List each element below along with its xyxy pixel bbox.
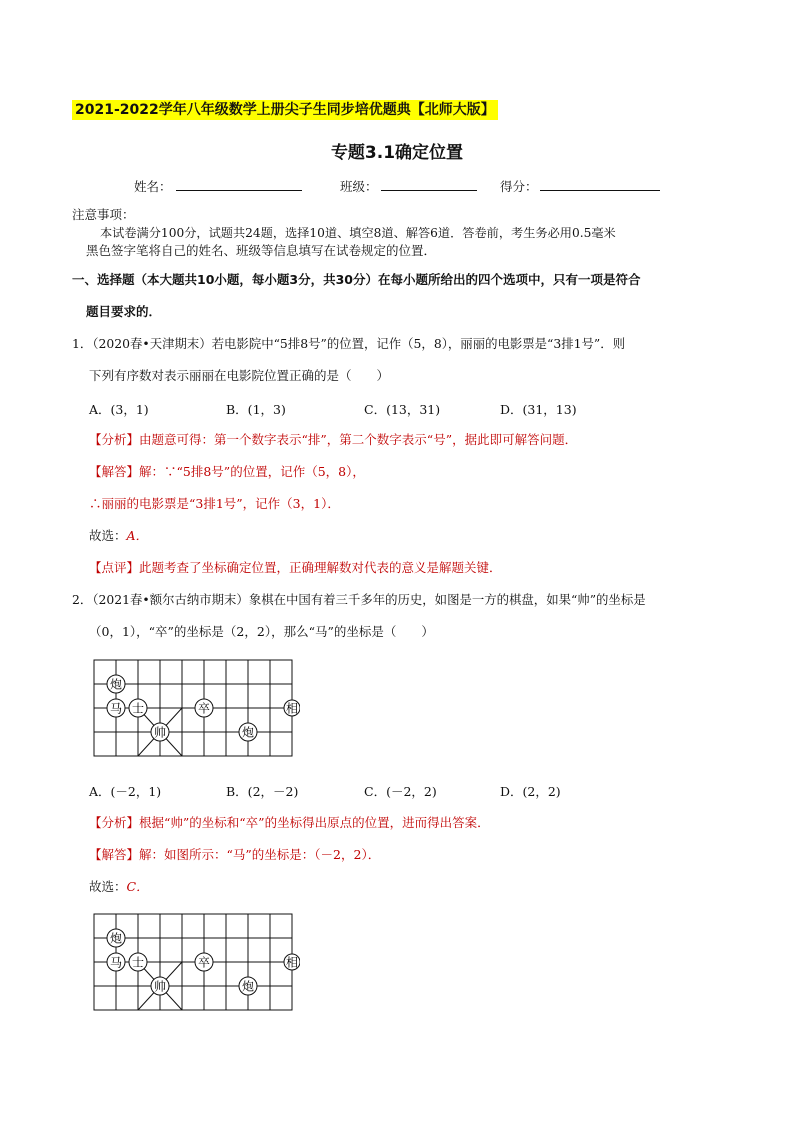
svg-text:相: 相	[285, 701, 299, 716]
q1-choose	[89, 528, 148, 544]
chess-board-question	[90, 658, 300, 764]
svg-text:帅: 帅	[153, 979, 167, 994]
piece-zu	[195, 953, 213, 971]
q1-stem-line-1: 1．（2020春•天津期末）若电影院中“5排8号”的位置，记作（5，8），丽丽的电影票是“3排1号”．则	[72, 336, 626, 351]
q2-option-d[interactable]: D．(2，2)	[500, 784, 561, 799]
q1-solution	[89, 464, 365, 480]
piece-shi	[129, 699, 147, 717]
piece-pao-2	[239, 723, 257, 741]
svg-text:士: 士	[131, 701, 145, 716]
piece-xiang	[284, 700, 300, 716]
q2-option-b[interactable]: B．(2，－2)	[226, 784, 299, 799]
section-heading-line-1: 一、选择题（本大题共10小题，每小题3分，共30分）在每小题所给出的四个选项中，只有一项是符合	[72, 272, 641, 287]
section-heading-line-2: 题目要求的．	[86, 304, 162, 319]
q1-comment-text: 此题考查了坐标确定位置，正确理解数对代表的意义是解题关键．	[139, 560, 502, 575]
q2-choose-prefix: 故选：	[89, 879, 127, 894]
piece-pao-2	[239, 977, 257, 995]
page-title: 专题3.1确定位置	[330, 143, 464, 163]
q2-analysis-text: 根据“帅”的坐标和“卒”的坐标得出原点的位置，进而得出答案．	[139, 815, 490, 830]
name-field[interactable]	[176, 190, 302, 191]
q2-solution	[89, 847, 380, 863]
piece-ma	[107, 699, 125, 717]
q1-therefore: ∴丽丽的电影票是“3排1号”，记作（3，1）．	[89, 496, 340, 511]
q1-choose-prefix: 故选：	[89, 528, 127, 543]
svg-text:卒: 卒	[197, 955, 211, 970]
q1-solution-text: 解：∵“5排8号”的位置，记作（5，8），	[139, 464, 365, 479]
series-title: 2021-2022学年八年级数学上册尖子生同步培优题典【北师大版】	[72, 100, 498, 120]
q1-option-b[interactable]: B．(1，3)	[226, 402, 286, 417]
svg-text:马: 马	[109, 955, 123, 970]
q1-option-d[interactable]: D．(31，13)	[500, 402, 577, 417]
q1-comment	[89, 560, 502, 576]
score-field[interactable]	[540, 190, 660, 191]
svg-text:炮: 炮	[241, 979, 255, 994]
q1-option-c[interactable]: C．(13，31)	[364, 402, 441, 417]
piece-shuai	[151, 723, 169, 741]
q2-solution-text: 解：如图所示：“马”的坐标是：（－2，2）．	[139, 847, 381, 862]
piece-xiang	[284, 954, 300, 970]
q1-comment-tag: 【点评】	[89, 560, 140, 575]
q1-analysis-text: 由题意可得：第一个数字表示“排”，第二个数字表示“号”，据此即可解答问题．	[139, 432, 578, 447]
q2-option-c[interactable]: C．(－2，2)	[364, 784, 437, 799]
q2-stem-line-1: 2．（2021春•额尔古纳市期末）象棋在中国有着三千多年的历史，如图是一方的棋盘，如果“帅”的坐标是	[72, 592, 646, 607]
class-field[interactable]	[381, 190, 477, 191]
svg-text:炮: 炮	[109, 931, 123, 946]
svg-text:炮: 炮	[109, 677, 123, 692]
class-label: 班级：	[340, 179, 378, 194]
svg-text:马: 马	[109, 701, 123, 716]
piece-pao-1	[107, 675, 125, 693]
q1-choose-answer: A．	[126, 528, 149, 543]
q2-choose	[89, 879, 149, 895]
notes-line-1: 本试卷满分100分，试题共24题，选择10道、填空8道、解答6道．答卷前，考生务必用0.5毫米	[100, 226, 616, 240]
q2-analysis	[89, 815, 490, 831]
q1-analysis	[89, 432, 577, 448]
svg-text:士: 士	[131, 955, 145, 970]
q1-stem-line-2: 下列有序数对表示丽丽在电影院位置正确的是（ ）	[89, 368, 390, 383]
q1-analysis-tag: 【分析】	[89, 432, 140, 447]
svg-text:相: 相	[285, 955, 299, 970]
notes-line-2: 黑色签字笔将自己的姓名、班级等信息填写在试卷规定的位置．	[86, 243, 437, 258]
notes-heading: 注意事项：	[72, 207, 135, 222]
q1-solution-tag: 【解答】	[89, 464, 140, 479]
q2-choose-answer: C．	[126, 879, 149, 894]
score-label: 得分：	[500, 179, 538, 194]
name-label: 姓名：	[134, 179, 172, 194]
piece-shuai	[151, 977, 169, 995]
q1-option-a[interactable]: A．(3，1)	[89, 402, 149, 417]
svg-text:卒: 卒	[197, 701, 211, 716]
piece-ma	[107, 953, 125, 971]
q2-analysis-tag: 【分析】	[89, 815, 140, 830]
q2-stem-line-2: （0，1），“卒”的坐标是（2，2），那么“马”的坐标是（ ）	[89, 624, 434, 639]
piece-shi	[129, 953, 147, 971]
chess-board-solution	[90, 912, 300, 1018]
piece-pao-1	[107, 929, 125, 947]
svg-text:帅: 帅	[153, 725, 167, 740]
svg-text:炮: 炮	[241, 725, 255, 740]
piece-zu	[195, 699, 213, 717]
q2-option-a[interactable]: A．(－2，1)	[89, 784, 162, 799]
q2-solution-tag: 【解答】	[89, 847, 140, 862]
